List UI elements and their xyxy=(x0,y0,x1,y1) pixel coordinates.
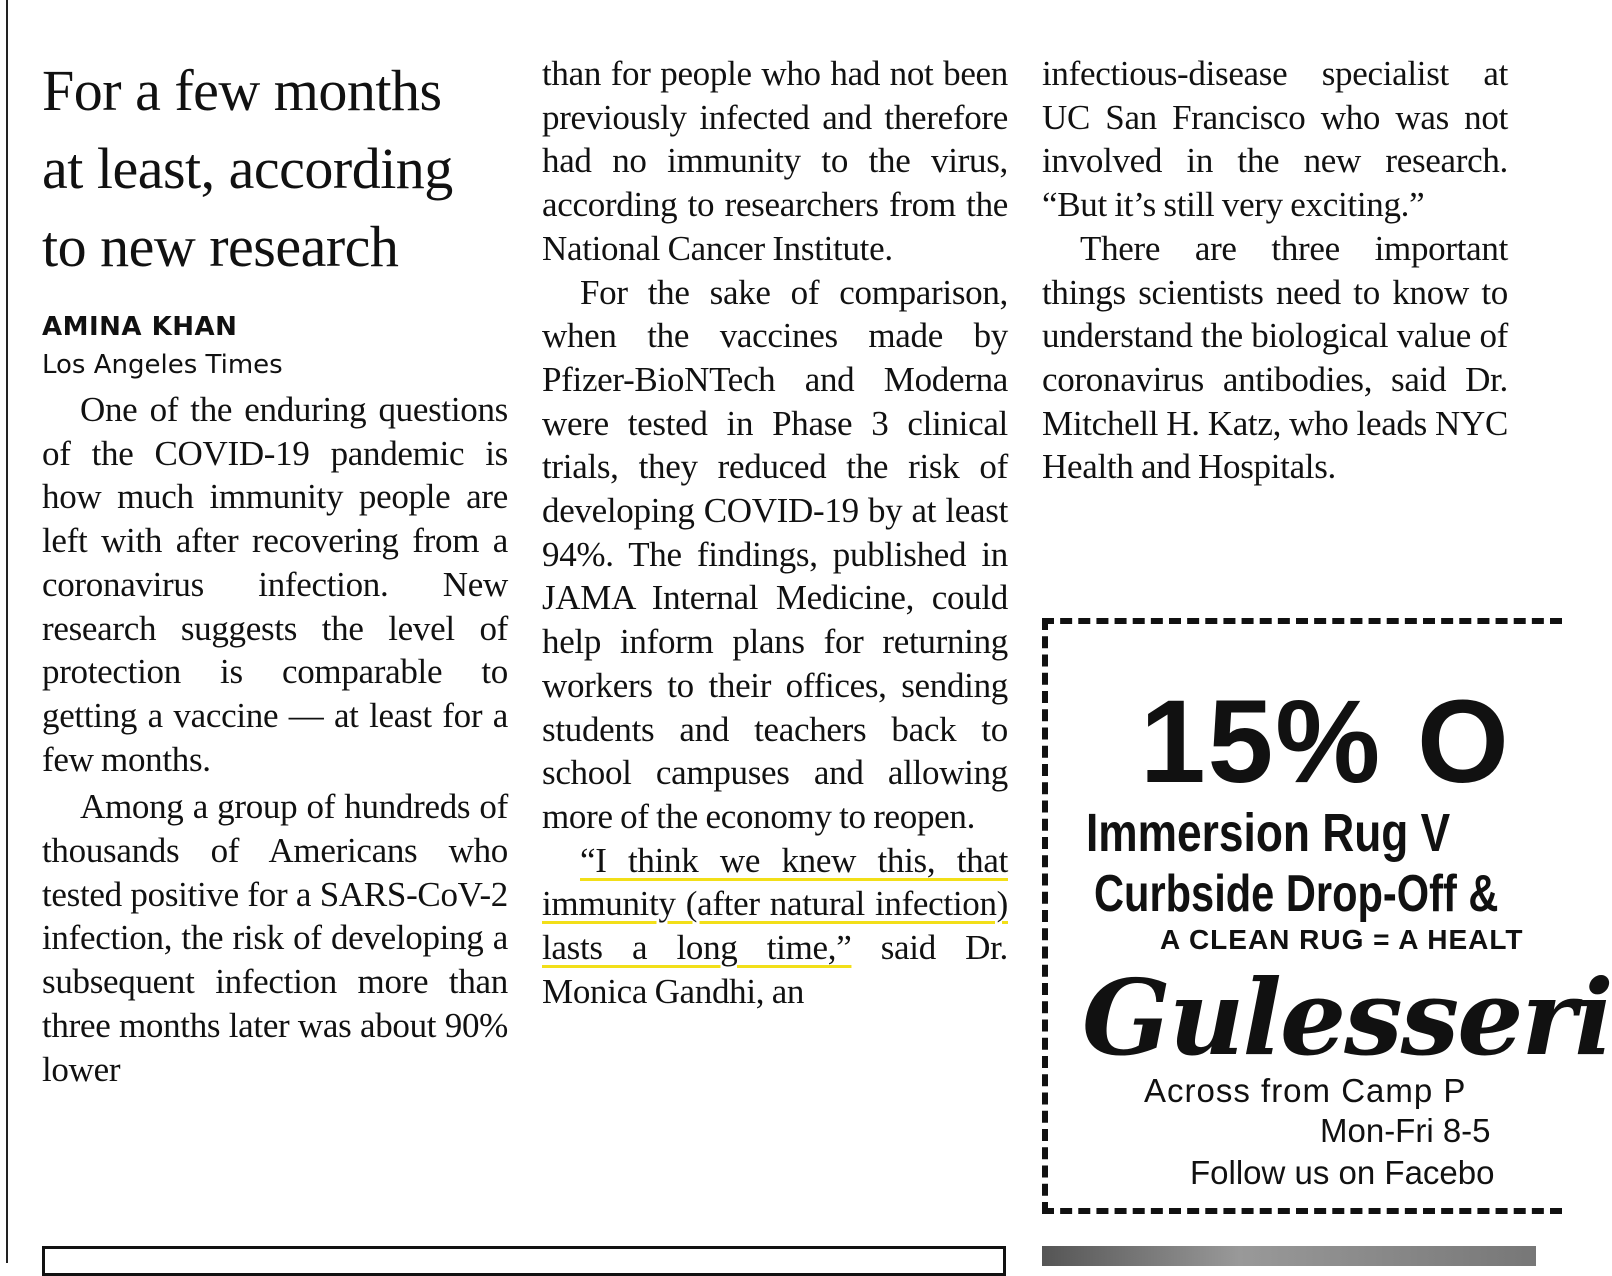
advertisement-coupon xyxy=(1042,618,1612,1214)
ad-brand-logo: Gulesseri xyxy=(1082,956,1612,1079)
ad-social: Follow us on Facebo xyxy=(1190,1154,1495,1191)
article-paragraph: infectious-disease specialist at UC San Francisco who was not involved in the new research. “But it’s still very exciting.” xyxy=(1042,54,1508,225)
quote-attribution: said Dr. Monica Gandhi, an xyxy=(542,928,1008,1011)
ad-location: Across from Camp P xyxy=(1144,1072,1467,1109)
headline-line-2: at least, according xyxy=(42,136,453,201)
column-rule xyxy=(6,0,8,1263)
article-paragraph: For the sake of comparison, when the vaccines made by Pfizer-BioNTech and Moderna were tested in Phase 3 clinical trials, they reduced the risk of developing COVID-19 by at least 94%. The findings, published in JAMA Internal Medicine, could help inform plans for returning workers to their offices, sending students and teachers back to school campuses and allowing more of the economy to reopen. xyxy=(542,272,1008,836)
byline-author: AMINA KHAN xyxy=(42,312,238,342)
ad-service: Immersion Rug V xyxy=(1086,803,1451,863)
article-column-1 xyxy=(42,52,508,1091)
highlighted-quote: “I think we knew this, that immunity (after natural infection) lasts a long time,” xyxy=(542,840,1008,968)
bottom-image-box xyxy=(42,1246,1006,1276)
ad-offer: 15% O xyxy=(1140,676,1511,808)
byline-organization: Los Angeles Times xyxy=(42,350,283,380)
article-paragraph: Among a group of hundreds of thousands of Americans who tested positive for a SARS-CoV-2 infection, the risk of developing a subsequent infection more than three months later was about 90% lower xyxy=(42,787,508,1089)
article-column-2 xyxy=(542,52,1008,1013)
quote-paragraph xyxy=(542,839,1008,1014)
headline-line-3: to new research xyxy=(42,214,399,279)
article-paragraph: There are three important things scientists need to know to understand the biological value of coronavirus antibodies, said Dr. Mitchell H. Katz, who leads NYC Health and Hospitals. xyxy=(1042,228,1508,487)
ad-hours: Mon-Fri 8-5 xyxy=(1320,1112,1491,1149)
headline-line-1: For a few months xyxy=(42,58,442,123)
headline xyxy=(42,52,508,286)
ad-tagline: A CLEAN RUG = A HEALT xyxy=(1160,924,1524,955)
byline xyxy=(42,308,508,384)
article-paragraph: than for people who had not been previously infected and therefore had no immunity to the virus, according to researchers from the National Cancer Institute. xyxy=(542,54,1008,268)
bottom-photo xyxy=(1042,1246,1536,1266)
ad-curbside: Curbside Drop-Off & xyxy=(1094,865,1499,923)
article-paragraph: One of the enduring questions of the COVID-19 pandemic is how much immunity people are left with after recovering from a coronavirus infection. New research suggests the level of protection is comparable to getting a vaccine — at least for a few months. xyxy=(42,390,508,779)
article-column-3 xyxy=(1042,52,1508,489)
top-strip xyxy=(0,0,1536,10)
